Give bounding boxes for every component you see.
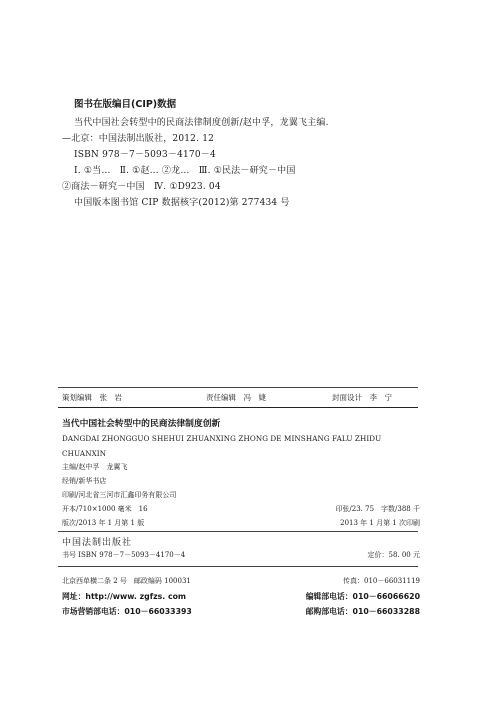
book-title: 当代中国社会转型中的民商法律制度创新 [62, 419, 221, 429]
book-format: 开本/710×1000 毫米 16 [62, 505, 148, 513]
divider-publisher [58, 531, 418, 532]
responsible-editor: 责任编辑 冯 婕 [206, 393, 266, 402]
divider-credits [58, 407, 418, 408]
editorial-phone: 编辑部电话：010－66066620 [305, 592, 420, 601]
edition: 版次/2013 年 1 月第 1 版 [62, 519, 145, 527]
book-title-pinyin: DANGDAI ZHONGGUO SHEHUI ZHUANXING ZHONG DE MINSHANG FALU ZHIDU CHUANXIN [62, 434, 382, 458]
cip-line-publisher: —北京：中国法制出版社，2012. 12 [62, 134, 215, 144]
fax: 传真：010－66031119 [343, 577, 420, 585]
isbn: 书号 ISBN 978－7－5093－4170－4 [62, 551, 186, 559]
cip-heading: 图书在版编目(CIP)数据 [74, 99, 177, 110]
divider-top [58, 387, 418, 388]
cip-line-record-number: 中国版本图书馆 CIP 数据核字(2012)第 277434 号 [74, 198, 290, 208]
divider-contact [58, 566, 418, 567]
price: 定价：58. 00 元 [367, 551, 420, 559]
cip-line-isbn: ISBN 978－7－5093－4170－4 [74, 150, 216, 160]
address: 北京西单横二条 2 号 邮政编码 100031 [62, 577, 191, 585]
publisher-name: 中国法制出版社 [62, 538, 133, 548]
printer: 印刷/河北省三河市汇鑫印务有限公司 [62, 491, 177, 499]
distributor: 经销/新华书店 [62, 477, 107, 485]
print-sheets: 印张/23. 75 字数/388 千 [335, 505, 420, 513]
cover-designer: 封面设计 李 宁 [332, 393, 392, 402]
printing: 2013 年 1 月第 1 次印刷 [340, 519, 420, 527]
cip-line-subjects-1: Ⅰ. ①当… Ⅱ. ①赵… ②龙… Ⅲ. ①民法－研究－中国 [74, 166, 296, 176]
website: 网址：http://www. zgfzs. com [62, 592, 187, 601]
mail-order-phone: 邮购部电话：010－66033288 [305, 607, 420, 616]
cip-line-subjects-2: ②商法－研究－中国 Ⅳ. ①D923. 04 [62, 182, 221, 192]
cip-line-title: 当代中国社会转型中的民商法律制度创新/赵中孚，龙翼飞主编. [74, 118, 329, 128]
chief-editors: 主编/赵中孚 龙翼飞 [62, 463, 128, 471]
marketing-phone: 市场营销部电话：010－66033393 [62, 607, 192, 616]
planning-editor: 策划编辑 张 岩 [62, 393, 122, 402]
